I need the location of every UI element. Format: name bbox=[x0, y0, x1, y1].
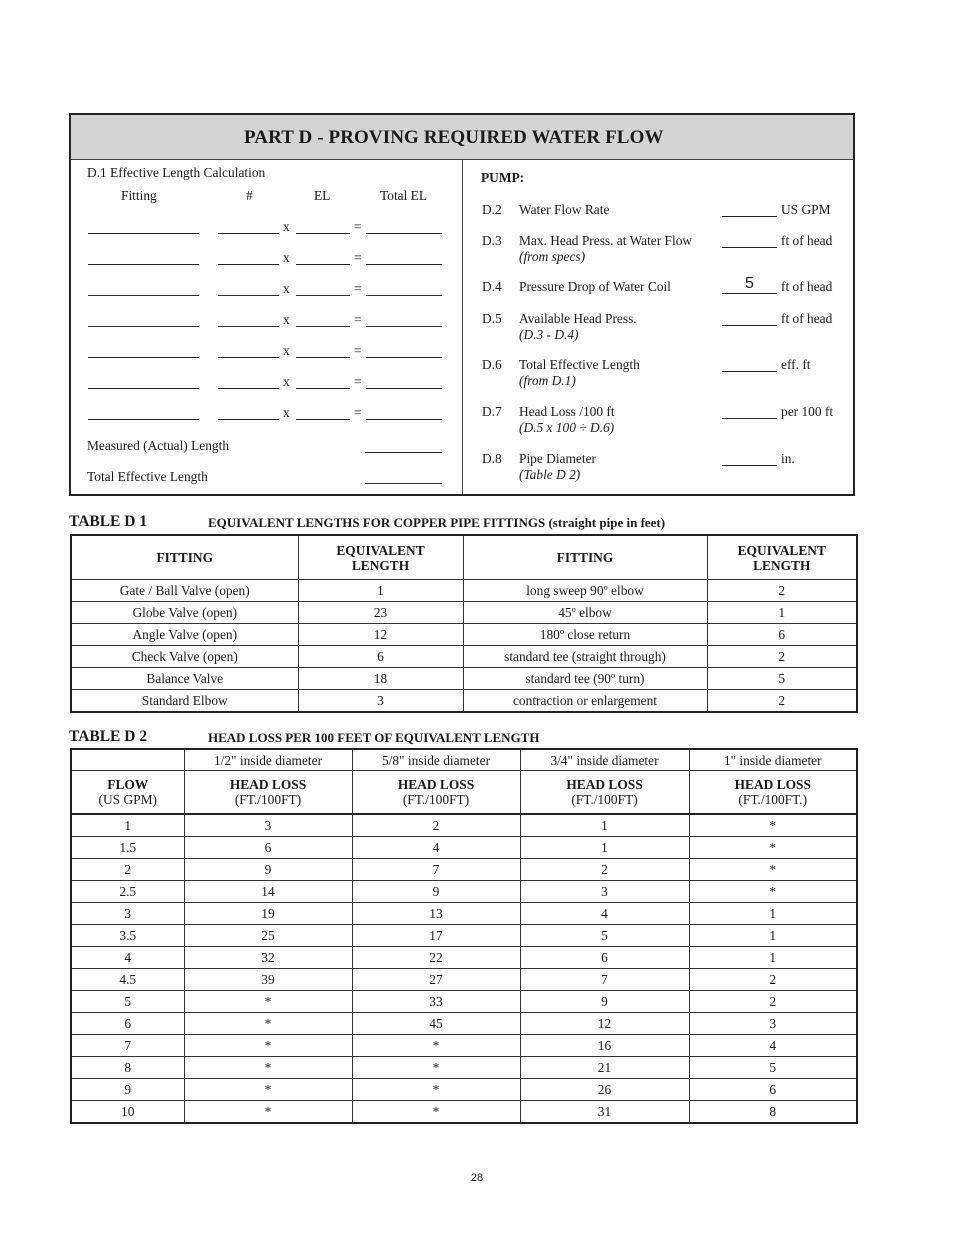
table-row bbox=[71, 646, 857, 668]
table-row bbox=[71, 1013, 857, 1035]
diameter-cell: 1/2" inside diameter bbox=[184, 749, 352, 771]
table-cell: 1 bbox=[689, 903, 857, 925]
multiply-symbol: x bbox=[283, 281, 290, 296]
table-cell: Globe Valve (open) bbox=[71, 602, 298, 624]
table-cell: 2 bbox=[689, 991, 857, 1013]
table-cell: 2 bbox=[707, 646, 857, 668]
pump-item-unit: eff. ft bbox=[781, 357, 811, 372]
table-cell: Angle Valve (open) bbox=[71, 624, 298, 646]
table-cell: * bbox=[184, 1057, 352, 1079]
table-cell: 14 bbox=[184, 881, 352, 903]
table-cell: Check Valve (open) bbox=[71, 646, 298, 668]
table-d2-caption: HEAD LOSS PER 100 FEET OF EQUIVALENT LENGTH bbox=[208, 730, 540, 745]
multiply-symbol: x bbox=[283, 312, 290, 327]
pump-item-unit: ft of head bbox=[781, 279, 833, 294]
table-d2-diameter-row bbox=[71, 749, 857, 771]
total-el-field[interactable] bbox=[366, 357, 442, 358]
table-d2-header-row bbox=[71, 771, 857, 815]
table-cell: 39 bbox=[184, 969, 352, 991]
pump-value-field[interactable] bbox=[722, 325, 777, 326]
table-cell: 33 bbox=[352, 991, 520, 1013]
table-cell: 5 bbox=[520, 925, 689, 947]
total-el-field[interactable] bbox=[366, 233, 442, 234]
table-cell: 6 bbox=[689, 1079, 857, 1101]
table-row bbox=[71, 580, 857, 602]
table-cell: 3 bbox=[298, 690, 463, 713]
pump-item-note: (D.3 - D.4) bbox=[519, 327, 579, 342]
fitting-field[interactable] bbox=[88, 357, 199, 358]
pump-value: 5 bbox=[745, 275, 754, 292]
table-cell: Standard Elbow bbox=[71, 690, 298, 713]
table-cell: 6 bbox=[184, 837, 352, 859]
pump-item-unit: US GPM bbox=[781, 202, 831, 217]
pump-item-code: D.5 bbox=[482, 311, 502, 326]
table-cell: * bbox=[184, 991, 352, 1013]
d1-total-label: Total Effective Length bbox=[87, 469, 208, 484]
pump-item-code: D.4 bbox=[482, 279, 502, 294]
part-d-divider bbox=[462, 159, 463, 494]
diameter-cell: 1" inside diameter bbox=[689, 749, 857, 771]
table-cell: standard tee (straight through) bbox=[463, 646, 707, 668]
table-cell: 2 bbox=[520, 859, 689, 881]
table-row bbox=[71, 690, 857, 713]
pump-item-note: (Table D 2) bbox=[519, 467, 581, 482]
table-cell: 5 bbox=[707, 668, 857, 690]
table-cell: 45º elbow bbox=[463, 602, 707, 624]
pump-item-label: Available Head Press. bbox=[519, 311, 637, 326]
count-field[interactable] bbox=[218, 233, 279, 234]
el-field[interactable] bbox=[296, 264, 350, 265]
total-effective-length-field[interactable] bbox=[365, 483, 442, 484]
table-cell: 7 bbox=[352, 859, 520, 881]
header-line: LENGTH bbox=[753, 557, 811, 573]
header-label: HEAD LOSS bbox=[566, 777, 643, 792]
table-cell: 19 bbox=[184, 903, 352, 925]
blank-corner-cell bbox=[71, 749, 184, 771]
table-cell: * bbox=[352, 1035, 520, 1057]
diameter-cell: 5/8" inside diameter bbox=[352, 749, 520, 771]
pump-item-label: Water Flow Rate bbox=[519, 202, 610, 217]
table-cell: long sweep 90º elbow bbox=[463, 580, 707, 602]
pump-item-code: D.2 bbox=[482, 202, 502, 217]
d1-col-count: # bbox=[246, 188, 253, 203]
pump-value-field[interactable] bbox=[722, 293, 777, 294]
table-cell: 21 bbox=[520, 1057, 689, 1079]
table-cell: 1.5 bbox=[71, 837, 184, 859]
equals-symbol: = bbox=[354, 281, 362, 296]
table-row bbox=[71, 903, 857, 925]
pump-item-code: D.6 bbox=[482, 357, 502, 372]
table-row bbox=[71, 1079, 857, 1101]
table-cell: 1 bbox=[520, 814, 689, 837]
table-cell: 12 bbox=[520, 1013, 689, 1035]
table-cell: 6 bbox=[71, 1013, 184, 1035]
table-cell: 4.5 bbox=[71, 969, 184, 991]
pump-item-label: Max. Head Press. at Water Flow bbox=[519, 233, 693, 248]
d1-heading: D.1 Effective Length Calculation bbox=[87, 165, 266, 180]
table-cell: 4 bbox=[520, 903, 689, 925]
table-d2-header-cell bbox=[352, 771, 520, 815]
pump-value-field[interactable] bbox=[722, 371, 777, 372]
table-d1-header-row bbox=[71, 535, 857, 580]
table-d2-header-cell bbox=[689, 771, 857, 815]
el-field[interactable] bbox=[296, 295, 350, 296]
table-row bbox=[71, 668, 857, 690]
table-row bbox=[71, 947, 857, 969]
table-cell: 1 bbox=[689, 925, 857, 947]
table-cell: 10 bbox=[71, 1101, 184, 1124]
table-cell: standard tee (90º turn) bbox=[463, 668, 707, 690]
table-cell: 2 bbox=[707, 690, 857, 713]
table-row bbox=[71, 814, 857, 837]
table-row bbox=[71, 991, 857, 1013]
header-label: HEAD LOSS bbox=[229, 777, 307, 792]
table-cell: 5 bbox=[71, 991, 184, 1013]
table-cell: 27 bbox=[352, 969, 520, 991]
el-field[interactable] bbox=[296, 233, 350, 234]
table-cell: 1 bbox=[520, 837, 689, 859]
table-cell: 9 bbox=[520, 991, 689, 1013]
table-cell: 9 bbox=[184, 859, 352, 881]
total-el-field[interactable] bbox=[366, 326, 442, 327]
part-d-header bbox=[71, 115, 853, 160]
table-cell: Balance Valve bbox=[71, 668, 298, 690]
table-cell: 4 bbox=[352, 837, 520, 859]
table-cell: 1 bbox=[707, 602, 857, 624]
header-line: LENGTH bbox=[351, 557, 410, 573]
total-el-field[interactable] bbox=[366, 419, 442, 420]
part-d-title: PART D - PROVING REQUIRED WATER FLOW bbox=[244, 127, 664, 148]
table-row bbox=[71, 881, 857, 903]
table-cell: 1 bbox=[298, 580, 463, 602]
pump-item-unit: ft of head bbox=[781, 233, 833, 248]
multiply-symbol: x bbox=[283, 405, 290, 420]
measured-length-field[interactable] bbox=[365, 452, 442, 453]
table-cell: 32 bbox=[184, 947, 352, 969]
table-d1-caption: EQUIVALENT LENGTHS FOR COPPER PIPE FITTINGS (straight pipe in feet) bbox=[208, 515, 666, 530]
count-field[interactable] bbox=[218, 357, 279, 358]
table-cell: * bbox=[184, 1035, 352, 1057]
table-cell: 6 bbox=[298, 646, 463, 668]
pump-heading: PUMP: bbox=[481, 170, 525, 185]
table-cell: 8 bbox=[71, 1057, 184, 1079]
table-d2-header-cell bbox=[184, 771, 352, 815]
table-cell: 5 bbox=[689, 1057, 857, 1079]
table-row bbox=[71, 859, 857, 881]
table-cell: * bbox=[352, 1057, 520, 1079]
table-cell: 1 bbox=[71, 814, 184, 837]
pump-item-code: D.3 bbox=[482, 233, 502, 248]
equals-symbol: = bbox=[354, 405, 362, 420]
header-line: EQUIVALENT bbox=[737, 542, 826, 558]
fitting-field[interactable] bbox=[88, 295, 199, 296]
table-d1-title: TABLE D 1 bbox=[69, 513, 148, 530]
multiply-symbol: x bbox=[283, 343, 290, 358]
pump-item-note: (D.5 x 100 ÷ D.6) bbox=[519, 420, 615, 435]
table-cell: * bbox=[352, 1101, 520, 1124]
d1-col-total: Total EL bbox=[380, 188, 428, 203]
multiply-symbol: x bbox=[283, 219, 290, 234]
d1-col-fitting: Fitting bbox=[121, 188, 157, 203]
table-cell: 1 bbox=[689, 947, 857, 969]
table-cell: 7 bbox=[71, 1035, 184, 1057]
table-cell: * bbox=[689, 881, 857, 903]
pump-item-code: D.7 bbox=[482, 404, 502, 419]
equals-symbol: = bbox=[354, 219, 362, 234]
fitting-field[interactable] bbox=[88, 233, 199, 234]
table-cell: 6 bbox=[520, 947, 689, 969]
table-cell: 23 bbox=[298, 602, 463, 624]
table-cell: 45 bbox=[352, 1013, 520, 1035]
pump-item-note: (from specs) bbox=[519, 249, 586, 264]
table-d2-header-cell bbox=[71, 771, 184, 815]
fitting-field[interactable] bbox=[88, 264, 199, 265]
table-cell: 2 bbox=[352, 814, 520, 837]
header-sub: (FT./100FT) bbox=[402, 792, 470, 807]
count-field[interactable] bbox=[218, 326, 279, 327]
table-cell: 16 bbox=[520, 1035, 689, 1057]
total-el-field[interactable] bbox=[366, 388, 442, 389]
multiply-symbol: x bbox=[283, 374, 290, 389]
fitting-field[interactable] bbox=[88, 388, 199, 389]
el-field[interactable] bbox=[296, 357, 350, 358]
el-field[interactable] bbox=[296, 419, 350, 420]
table-cell: * bbox=[184, 1079, 352, 1101]
d1-col-el: EL bbox=[314, 188, 331, 203]
pump-item-unit: in. bbox=[781, 451, 795, 466]
table-cell: 22 bbox=[352, 947, 520, 969]
pump-item-label: Head Loss /100 ft bbox=[519, 404, 615, 419]
table-cell: 31 bbox=[520, 1101, 689, 1124]
table-d1 bbox=[70, 534, 858, 713]
pump-item-unit: per 100 ft bbox=[781, 404, 834, 419]
table-cell: * bbox=[689, 814, 857, 837]
header-label: HEAD LOSS bbox=[734, 777, 811, 792]
fitting-field[interactable] bbox=[88, 419, 199, 420]
table-cell: 4 bbox=[71, 947, 184, 969]
table-row bbox=[71, 624, 857, 646]
table-cell: 26 bbox=[520, 1079, 689, 1101]
table-cell: 9 bbox=[352, 881, 520, 903]
table-row bbox=[71, 1035, 857, 1057]
equals-symbol: = bbox=[354, 250, 362, 265]
multiply-symbol: x bbox=[283, 250, 290, 265]
table-cell: 25 bbox=[184, 925, 352, 947]
pump-value-field[interactable] bbox=[722, 418, 777, 419]
pump-item-unit: ft of head bbox=[781, 311, 833, 326]
total-el-field[interactable] bbox=[366, 295, 442, 296]
pump-value-field[interactable] bbox=[722, 247, 777, 248]
table-row bbox=[71, 837, 857, 859]
table-row bbox=[71, 925, 857, 947]
table-cell: 3.5 bbox=[71, 925, 184, 947]
d1-measured-label: Measured (Actual) Length bbox=[87, 438, 230, 453]
table-row bbox=[71, 969, 857, 991]
table-d1-header-cell bbox=[463, 535, 707, 580]
table-d2 bbox=[70, 748, 858, 1124]
table-cell: * bbox=[184, 1013, 352, 1035]
pump-value-field[interactable] bbox=[722, 465, 777, 466]
pump-item-label: Pressure Drop of Water Coil bbox=[519, 279, 671, 294]
table-d2-header-cell bbox=[520, 771, 689, 815]
page-number: 28 bbox=[470, 1172, 484, 1184]
table-cell: 7 bbox=[520, 969, 689, 991]
header-line: FITTING bbox=[156, 550, 214, 565]
header-sub: (FT./100FT) bbox=[571, 792, 638, 807]
equals-symbol: = bbox=[354, 343, 362, 358]
fitting-field[interactable] bbox=[88, 326, 199, 327]
table-cell: 2 bbox=[707, 580, 857, 602]
table-cell: 2 bbox=[689, 969, 857, 991]
table-cell: * bbox=[689, 859, 857, 881]
table-cell: 6 bbox=[707, 624, 857, 646]
header-sub: (FT./100FT.) bbox=[738, 792, 808, 807]
table-cell: 180º close return bbox=[463, 624, 707, 646]
el-field[interactable] bbox=[296, 388, 350, 389]
pump-item-code: D.8 bbox=[482, 451, 502, 466]
table-row bbox=[71, 602, 857, 624]
table-cell: * bbox=[352, 1079, 520, 1101]
count-field[interactable] bbox=[218, 388, 279, 389]
count-field[interactable] bbox=[218, 419, 279, 420]
table-cell: 2.5 bbox=[71, 881, 184, 903]
part-d-form bbox=[69, 113, 855, 496]
table-d2-title: TABLE D 2 bbox=[69, 728, 148, 745]
table-cell: 3 bbox=[71, 903, 184, 925]
diameter-cell: 3/4" inside diameter bbox=[520, 749, 689, 771]
table-cell: Gate / Ball Valve (open) bbox=[71, 580, 298, 602]
table-cell: 13 bbox=[352, 903, 520, 925]
table-row bbox=[71, 1057, 857, 1079]
table-cell: 12 bbox=[298, 624, 463, 646]
table-cell: 3 bbox=[184, 814, 352, 837]
el-field[interactable] bbox=[296, 326, 350, 327]
table-cell: * bbox=[689, 837, 857, 859]
table-d1-header-cell bbox=[707, 535, 857, 580]
table-cell: 2 bbox=[71, 859, 184, 881]
table-cell: * bbox=[184, 1101, 352, 1124]
table-cell: 3 bbox=[520, 881, 689, 903]
equals-symbol: = bbox=[354, 312, 362, 327]
table-d1-header-cell bbox=[71, 535, 298, 580]
table-row bbox=[71, 1101, 857, 1124]
table-cell: 8 bbox=[689, 1101, 857, 1124]
total-el-field[interactable] bbox=[366, 264, 442, 265]
table-cell: 18 bbox=[298, 668, 463, 690]
table-d1-header-cell bbox=[298, 535, 463, 580]
header-label: FLOW bbox=[107, 777, 149, 792]
header-sub: (US GPM) bbox=[98, 792, 157, 807]
count-field[interactable] bbox=[218, 264, 279, 265]
table-cell: 3 bbox=[689, 1013, 857, 1035]
header-label: HEAD LOSS bbox=[397, 777, 475, 792]
count-field[interactable] bbox=[218, 295, 279, 296]
table-cell: 17 bbox=[352, 925, 520, 947]
table-cell: 4 bbox=[689, 1035, 857, 1057]
header-line: FITTING bbox=[556, 550, 614, 565]
equals-symbol: = bbox=[354, 374, 362, 389]
pump-item-note: (from D.1) bbox=[519, 373, 576, 388]
pump-value-field[interactable] bbox=[722, 216, 777, 217]
header-line: EQUIVALENT bbox=[336, 542, 425, 558]
header-sub: (FT./100FT) bbox=[234, 792, 302, 807]
pump-item-label: Pipe Diameter bbox=[519, 451, 596, 466]
table-cell: contraction or enlargement bbox=[463, 690, 707, 713]
table-cell: 9 bbox=[71, 1079, 184, 1101]
pump-item-label: Total Effective Length bbox=[519, 357, 640, 372]
